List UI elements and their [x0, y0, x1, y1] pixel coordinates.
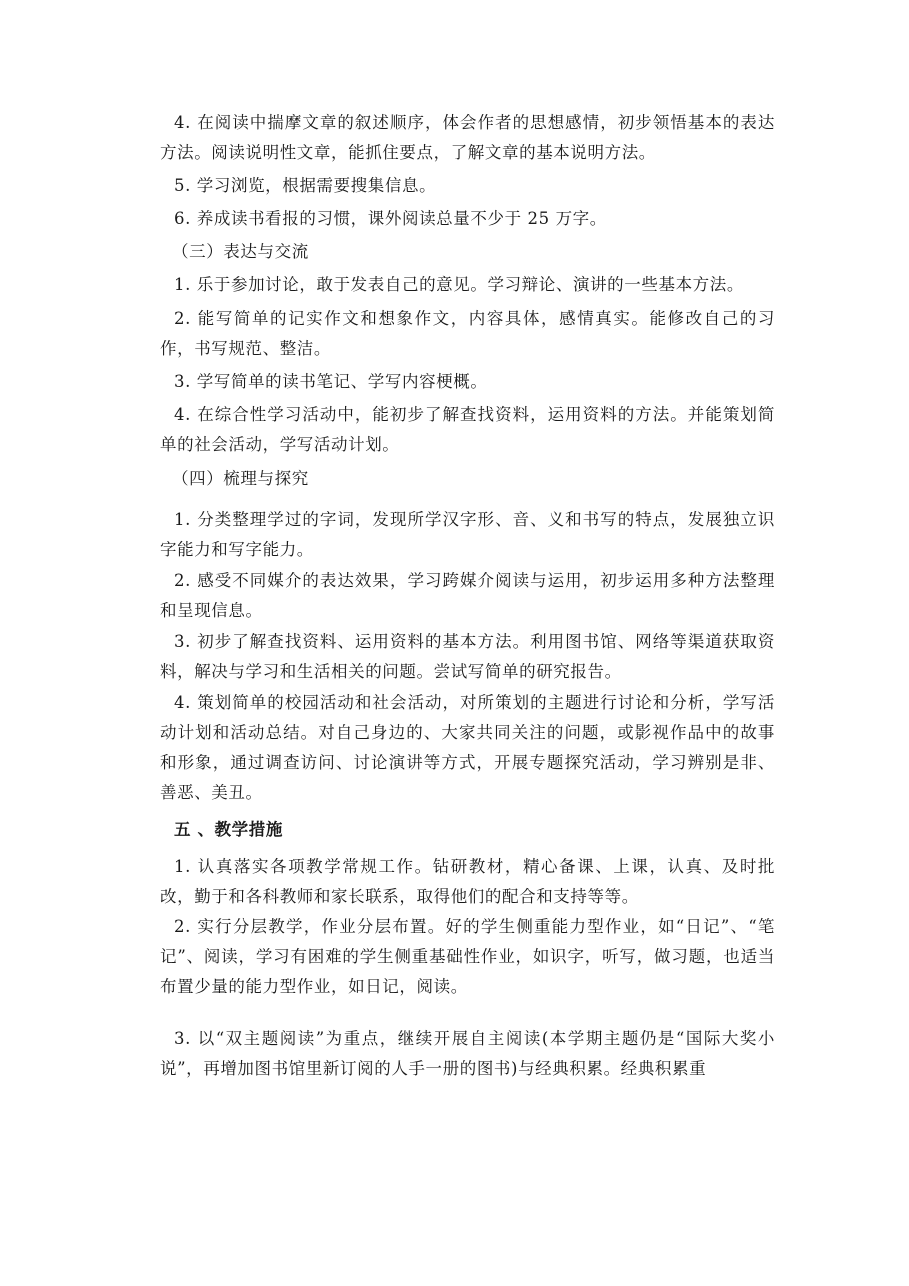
reading-item-4: 4. 在阅读中揣摩文章的叙述顺序，体会作者的思想感情，初步领悟基本的表达方法。阅读说明性文章，能抓住要点，了解文章的基本说明方法。: [160, 113, 775, 162]
section-heading-measures: 五 、教学措施: [174, 820, 283, 839]
reading-item-5: 5. 学习浏览，根据需要搜集信息。: [174, 176, 437, 195]
section-heading-inquiry: （四）梳理与探究: [172, 469, 309, 488]
measures-item-2: 2. 实行分层教学，作业分层布置。好的学生侧重能力型作业，如“日记”、“笔记”、阅读，学习有困难的学生侧重基础性作业，如识字，听写，做习题，也适当布置少量的能力型作业，如日记，阅读。: [160, 917, 775, 996]
inquiry-item-2: 2. 感受不同媒介的表达效果，学习跨媒介阅读与运用，初步运用多种方法整理和呈现信息。: [160, 571, 775, 620]
inquiry-item-4: 4. 策划简单的校园活动和社会活动，对所策划的主题进行讨论和分析，学写活动计划和活动总结。对自己身边的、大家共同关注的问题，或影视作品中的故事和形象，通过调查访问、讨论演讲等方式，开展专题探究活动，学习辨别是非、善恶、美丑。: [160, 693, 775, 802]
expression-item-3: 3. 学写简单的读书笔记、学写内容梗概。: [174, 372, 488, 391]
measures-item-1: 1. 认真落实各项教学常规工作。钻研教材，精心备课、上课，认真、及时批改，勤于和各科教师和家长联系，取得他们的配合和支持等等。: [160, 857, 775, 906]
inquiry-item-3: 3. 初步了解查找资料、运用资料的基本方法。利用图书馆、网络等渠道获取资料，解决与学习和生活相关的问题。尝试写简单的研究报告。: [160, 632, 775, 681]
reading-item-6: 6. 养成读书看报的习惯，课外阅读总量不少于 25 万字。: [174, 209, 607, 228]
expression-item-2: 2. 能写简单的记实作文和想象作文，内容具体，感情真实。能修改自己的习作，书写规范、整洁。: [160, 309, 775, 358]
inquiry-item-1: 1. 分类整理学过的字词，发现所学汉字形、音、义和书写的特点，发展独立识字能力和写字能力。: [160, 510, 775, 559]
expression-item-1: 1. 乐于参加讨论，敢于发表自己的意见。学习辩论、演讲的一些基本方法。: [174, 275, 744, 294]
expression-item-4: 4. 在综合性学习活动中，能初步了解查找资料，运用资料的方法。并能策划简单的社会活动，学写活动计划。: [160, 405, 775, 454]
section-heading-expression: （三）表达与交流: [172, 242, 309, 261]
measures-item-3: 3. 以“双主题阅读”为重点，继续开展自主阅读(本学期主题仍是“国际大奖小说”，再增加图书馆里新订阅的人手一册的图书)与经典积累。经典积累重: [160, 1029, 775, 1078]
